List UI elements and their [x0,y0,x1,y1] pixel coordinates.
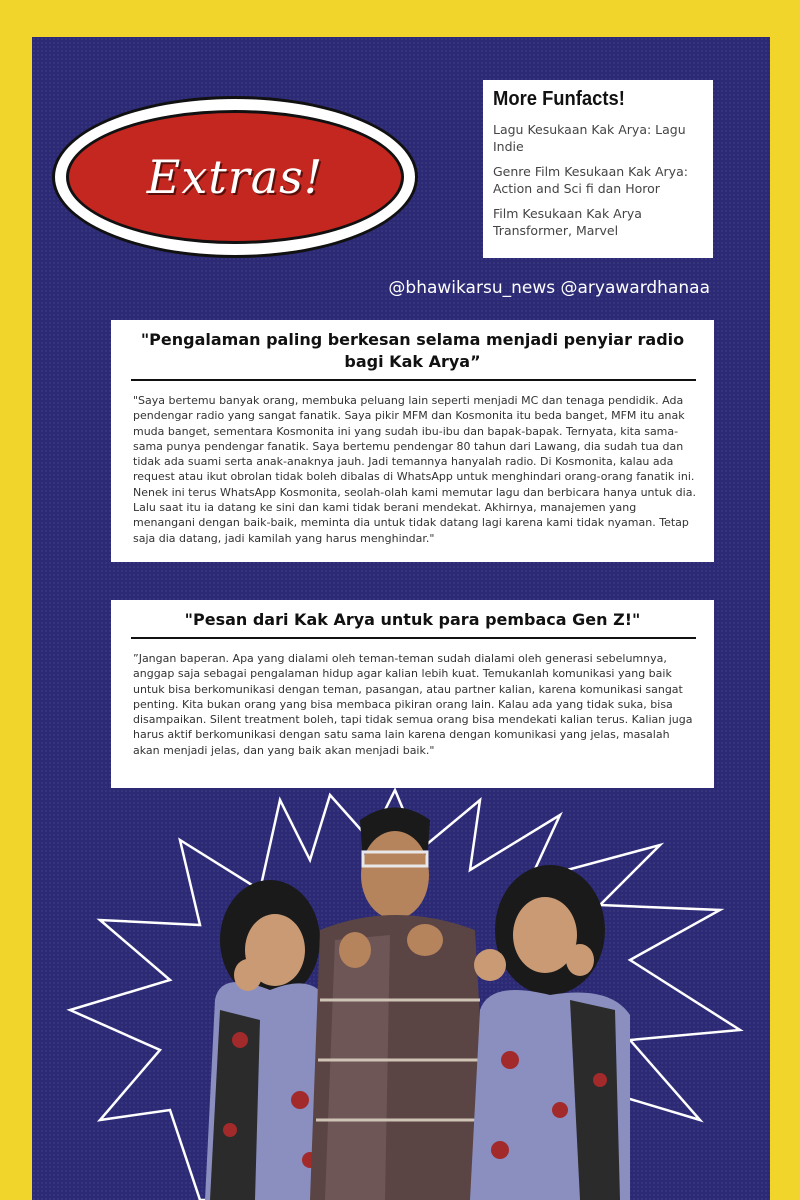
title-divider [131,379,696,381]
experience-card-body: "Saya bertemu banyak orang, membuka peluang lain seperti menjadi MC dan tenaga pendidik. Ada pendengar radio yang sangat fanatik. Saya pikir MFM dan Kosmonita itu beda banget, MFM itu anak muda banget, sementara Kosmonita ini yang sudah ibu-ibu dan bapak-bapak. Ternyata, kita sama-sama punya pendengar fanatik. Saya bertemu pendengar 80 tahun dari Lawang, dia sudah tua dan tidak ada suami serta anak-anaknya jauh. Jadi temannya hanyalah radio. Di Kosmonita, kalau ada request atau ikut obrolan tidak boleh dibalas di WhatsApp untuk menghindari orang-orang fanatik ini. Nenek ini terus WhatsApp Kosmonita, seolah-olah kami memutar lagu dan berbicara hanya untuk dia. Lalu saat itu ia datang ke sini dan kami tidak berani mendekat. Akhirnya, manajemen yang menangani dengan baik-baik, meminta dia untuk tidak datang lagi karena kami tidak nyaman. Tetap saja dia datang, jadi kamilah yang harus menghindar." [133,394,696,545]
funfacts-title: More Funfacts! [493,88,625,110]
person-middle [310,808,490,1200]
experience-card-title: "Pengalaman paling berkesan selama menjadi penyiar radio bagi Kak Arya” [140,330,685,371]
funfact-item: Genre Film Kesukaan Kak Arya: Action and Sci fi dan Horor [493,164,688,196]
experience-card [111,320,714,562]
group-photo [160,800,660,1200]
social-handles: @bhawikarsu_news @aryawardhanaa [388,278,710,298]
funfacts-box [483,80,713,258]
funfact-item: Film Kesukaan Kak Arya Transformer, Marvel [493,206,642,238]
person-right [470,865,630,1200]
extras-badge [66,110,404,244]
message-card [111,600,714,788]
funfact-item: Lagu Kesukaan Kak Arya: Lagu Indie [493,122,686,154]
message-card-title: "Pesan dari Kak Arya untuk para pembaca Gen Z!" [184,610,641,629]
title-divider [131,637,696,639]
extras-badge-label: Extras! [146,150,324,204]
message-card-body: ”Jangan baperan. Apa yang dialami oleh teman-teman sudah dialami oleh generasi sebelumnya, anggap saja sebagai pengalaman hidup agar kalian lebih kuat. Temukanlah komunikasi yang baik untuk bisa berkomunikasi dengan teman, pasangan, atau partner kalian, karena komunikasi sangat penting. Kita bukan orang yang bisa membaca pikiran orang lain. Kalau ada yang tidak suka, bisa disampaikan. Silent treatment boleh, tapi tidak semua orang bisa mendekati kalian terus. Kalian juga harus aktif berkomunikasi dengan satu sama lain karena dengan komunikasi yang jelas, masalah akan menjadi jelas, dan yang baik akan menjadi baik." [133,652,693,757]
